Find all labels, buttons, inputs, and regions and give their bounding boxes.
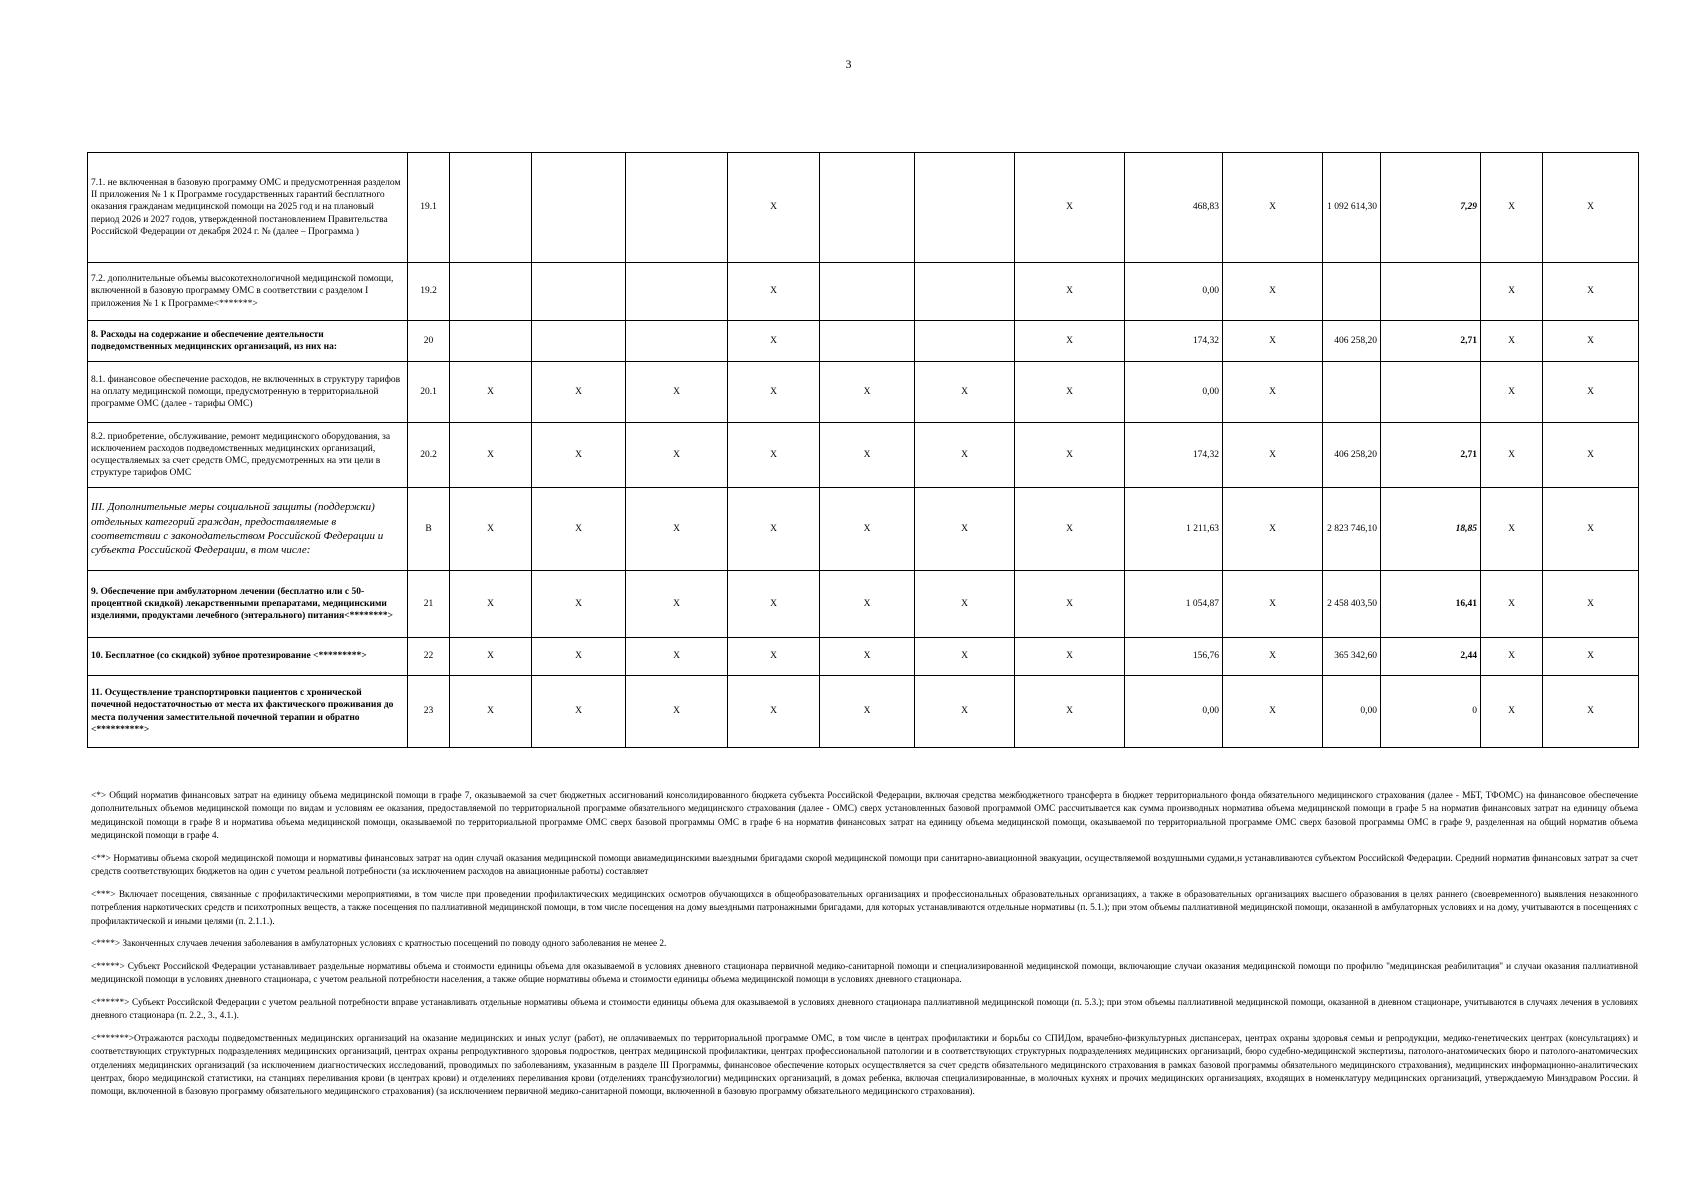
table-cell: 1 054,87 [1125,571,1223,638]
table-cell: X [1223,571,1323,638]
table-cell: 2 823 746,10 [1323,488,1381,571]
table-cell: X [1015,488,1125,571]
row-code: 23 [408,676,450,748]
table-cell: X [915,638,1015,676]
row-code: 22 [408,638,450,676]
table-cell [532,321,626,362]
table-cell: X [1015,263,1125,321]
table-cell: X [1481,321,1543,362]
table-cell: X [820,362,915,423]
table-cell: X [450,571,532,638]
table-cell: X [450,488,532,571]
table-cell: X [1481,362,1543,423]
row-code: 20 [408,321,450,362]
row-code: 20.1 [408,362,450,423]
table-cell: X [1015,423,1125,488]
table-cell: X [532,638,626,676]
table-cell: 2,71 [1381,321,1481,362]
table-cell: X [728,423,820,488]
table-cell: 406 258,20 [1323,423,1381,488]
row-code: 20.2 [408,423,450,488]
table-cell: X [1481,638,1543,676]
table-cell: X [626,488,728,571]
table-cell: 174,32 [1125,423,1223,488]
table-cell [1323,263,1381,321]
table-cell: X [1223,263,1323,321]
table-cell: X [1223,153,1323,263]
table-cell [820,263,915,321]
table-cell: 156,76 [1125,638,1223,676]
table-cell: 406 258,20 [1323,321,1381,362]
table-cell [1323,362,1381,423]
footnote: <*> Общий норматив финансовых затрат на единицу объема медицинской помощи в графе 7, оказываемой за счет бюджетных ассигнований консолидированного бюджета субъекта Российской Федерации, включая средства межбюджетного трансферта в бюджет территориального фонда обязательного медицинского страхования (далее - МБТ, ТФОМС) на финансовое обеспечение дополнительных объемов медицинской помощи по видам и условиям ее оказания, предоставляемой по территориальной программе обязательного медицинского страхования (далее - ОМС) сверх установленных базовой программой ОМС рассчитывается как сумма производных норматива объема медицинской помощи в графе 5 на норматив финансовых затрат на единицу объема медицинской помощи в графе 8 и норматива объема медицинской помощи, оказываемой по территориальной программе ОМС сверх базовой программы ОМС в графе 6 на норматив финансовых затрат на единицу объема медицинской помощи, оказываемой по территориальной программе ОМС сверх базовой программы ОМС в графе 9, разделенная на общий норматив объема медицинской помощи в графе 4. [91,791,1638,842]
table-cell [532,263,626,321]
table-cell: 18,85 [1381,488,1481,571]
table-cell: 0,00 [1125,676,1223,748]
table-cell: X [1223,321,1323,362]
table-cell: X [626,571,728,638]
table-cell [450,263,532,321]
table-row [88,362,1639,423]
row-label: 8.2. приобретение, обслуживание, ремонт медицинского оборудования, за исключением расходов подведомственных медицинских организаций, осуществляемых за счет средств ОМС, предусмотренных на эти цели в структуре тарифов ОМС [88,423,408,488]
row-label: 11. Осуществление транспортировки пациентов с хронической почечной недостаточностью от места их фактического проживания до места получения заместительной почечной терапии и обратно <**********> [88,676,408,748]
table-cell: X [532,362,626,423]
table-cell: X [1481,153,1543,263]
table-cell: X [450,423,532,488]
table-cell: 2 458 403,50 [1323,571,1381,638]
footnote: <******> Субъект Российской Федерации с учетом реальной потребности вправе устанавливать отдельные нормативы объема и стоимости единицы объема для оказываемой в условиях дневного стационара паллиативной медицинской помощи (п. 5.3.); при этом объемы паллиативной медицинской помощи, оказанной в дневном стационаре, учитываются в случаях лечения в условиях дневного стационара (п. 2.2., 3., 4.1.). [91,997,1638,1022]
row-code: 21 [408,571,450,638]
table-cell [915,321,1015,362]
row-code: 19.1 [408,153,450,263]
table-cell: X [1015,571,1125,638]
table-cell: X [450,362,532,423]
table-cell: X [1481,571,1543,638]
row-label: 8.1. финансовое обеспечение расходов, не включенных в структуру тарифов на оплату медицинской помощи, предусмотренную в территориальной программе ОМС (далее - тарифы ОМС) [88,362,408,423]
table-cell [450,321,532,362]
table-cell: 1 092 614,30 [1323,153,1381,263]
table-cell: X [915,423,1015,488]
footnote: <*****> Субъект Российской Федерации устанавливает раздельные нормативы объема и стоимости единицы объема для оказываемой в условиях дневного стационара первичной медико-санитарной помощи и специализированной медицинской помощи, включающие случаи оказания медицинской помощи по профилю "медицинская реабилитация" и случаи оказания паллиативной медицинской помощи в условиях дневного стационара, с учетом реальной потребности населения, а также общие нормативы объема и стоимости единицы объема медицинской помощи в условиях дневного стационара. [91,961,1638,986]
table-cell: X [1481,263,1543,321]
table-cell: 0,00 [1125,362,1223,423]
table-cell: X [1481,676,1543,748]
footnote: <****> Законченных случаев лечения заболевания в амбулаторных условиях с кратностью посещений по поводу одного заболевания не менее 2. [91,939,667,950]
norms-table-container [87,152,1639,748]
table-cell: X [1543,571,1639,638]
table-cell: X [820,488,915,571]
table-cell: X [1481,423,1543,488]
table-cell [915,263,1015,321]
table-cell: X [820,571,915,638]
table-cell: X [820,423,915,488]
table-cell: X [626,638,728,676]
table-cell: X [450,638,532,676]
table-cell: X [1015,676,1125,748]
table-cell: 2,44 [1381,638,1481,676]
table-cell: X [728,263,820,321]
table-cell: X [532,488,626,571]
table-cell: X [626,676,728,748]
row-label: 9. Обеспечение при амбулаторном лечении (бесплатно или с 50-процентной скидкой) лекарственными препаратами, медицинскими изделиями, продуктами лечебного (энтерального) питания<********> [88,571,408,638]
table-cell: 174,32 [1125,321,1223,362]
row-label: 10. Бесплатное (со скидкой) зубное протезирование <*********> [88,638,408,676]
table-row [88,263,1639,321]
table-cell: X [1543,676,1639,748]
table-cell [820,153,915,263]
table-cell: X [728,321,820,362]
table-row [88,638,1639,676]
table-cell: X [728,488,820,571]
row-label: 7.2. дополнительные объемы высокотехнологичной медицинской помощи, включенной в базовую программу ОМС в соответствии с разделом I приложения № 1 к Программе<*******> [88,263,408,321]
table-cell: X [532,676,626,748]
norms-table [87,152,1639,748]
table-cell: X [728,362,820,423]
table-cell [532,153,626,263]
table-cell [450,153,532,263]
table-cell: X [1543,638,1639,676]
table-cell: X [1223,638,1323,676]
footnote: <**> Нормативы объема скорой медицинской помощи и нормативы финансовых затрат на один случай оказания медицинской помощи авиамедицинскими выездными бригадами скорой медицинской помощи при санитарно-авиационной эвакуации, осуществляемой воздушными судами,н устанавливаются субъектом Российской Федерации. Средний норматив финансовых затрат за счет средств соответствующих бюджетов на один с учетом реальной потребности (за исключением расходов на авиационные работы) составляет [91,853,1638,878]
table-cell: 365 342,60 [1323,638,1381,676]
table-cell: X [1543,321,1639,362]
table-cell [626,263,728,321]
table-cell: X [1223,362,1323,423]
table-cell: X [1223,676,1323,748]
table-row [88,488,1639,571]
table-cell: 7,29 [1381,153,1481,263]
table-cell: X [728,153,820,263]
table-cell: X [1015,362,1125,423]
table-cell: 0 [1381,676,1481,748]
table-cell: X [1543,488,1639,571]
table-cell: X [1543,423,1639,488]
footnote: <***> Включает посещения, связанные с профилактическими мероприятиями, в том числе при проведении профилактических медицинских осмотров обучающихся в общеобразовательных организациях и профессиональных образовательных организациях, а также в образовательных организациях высшего образования в целях раннего (своевременного) выявления незаконного потребления наркотических средств и психотропных веществ, а также посещения по паллиативной медицинской помощи, в том числе посещения на дому выездными патронажными бригадами, для которых устанавливаются отдельные нормативы (п. 5.1.); при этом объемы паллиативной медицинской помощи, оказанной в амбулаторных условиях и на дому, учитываются в посещениях с профилактической и иными целями (п. 2.1.1.). [91,889,1638,927]
table-cell: X [450,676,532,748]
table-row [88,571,1639,638]
table-cell: X [728,638,820,676]
table-cell: X [1015,321,1125,362]
table-cell: X [915,676,1015,748]
table-row [88,423,1639,488]
table-cell: 0,00 [1125,263,1223,321]
table-cell: X [532,571,626,638]
table-cell [915,153,1015,263]
table-cell: X [1223,423,1323,488]
table-cell: 16,41 [1381,571,1481,638]
table-cell: X [1543,362,1639,423]
table-cell: 1 211,63 [1125,488,1223,571]
table-cell: 0,00 [1323,676,1381,748]
row-label: 8. Расходы на содержание и обеспечение деятельности подведомственных медицинских организаций, из них на: [88,321,408,362]
table-cell [626,153,728,263]
table-cell: 468,83 [1125,153,1223,263]
table-cell: X [1543,263,1639,321]
page-number: 3 [845,57,852,71]
table-cell: X [1481,488,1543,571]
table-cell [626,321,728,362]
table-cell [1381,263,1481,321]
footnotes [91,790,1638,1109]
table-cell: X [820,676,915,748]
footnote: <*******>Отражаются расходы подведомственных медицинских организаций на оказание медицинских и иных услуг (работ), не оплачиваемых по территориальной программе ОМС, в том числе в центрах профилактики и борьбы со СПИДом, врачебно-физкультурных диспансерах, центрах охраны здоровья семьи и репродукции, медико-генетических центрах (консультациях) и соответствующих структурных подразделениях медицинских организаций, центрах охраны репродуктивного здоровья подростков, центрах медицинской профилактики, центрах профессиональной патологии и в соответствующих структурных подразделениях медицинских организаций, бюро судебно-медицинской экспертизы, патолого-анатомических бюро и патолого-анатомических отделениях медицинских организаций (за исключением диагностических исследований, проводимых по заболеваниям, указанным в разделе III Программы, финансовое обеспечение которых осуществляется за счет средств обязательного медицинского страхования в рамках базовой программы обязательного медицинского страхования), медицинских информационно-аналитических центрах, бюро медицинской статистики, на станциях переливания крови (в центрах крови) и отделениях переливания крови (отделениях трансфузиологии) медицинских организаций, в домах ребенка, включая специализированные, в молочных кухнях и прочих медицинских организациях, входящих в номенклатуру медицинских организаций, утверждаемую Минздравом России. й помощи, включенной в базовую программу обязательного медицинского страхования) (за исключением первичной медико-санитарной помощи, включенной в базовую программу обязательного медицинского страхования). [91,1033,1638,1098]
table-row [88,321,1639,362]
table-cell [1381,362,1481,423]
row-code: 19.2 [408,263,450,321]
table-cell: X [1543,153,1639,263]
table-row [88,676,1639,748]
table-cell: X [728,676,820,748]
table-cell [820,321,915,362]
table-cell: X [1223,488,1323,571]
table-row [88,153,1639,263]
table-cell: X [1015,638,1125,676]
table-cell: X [728,571,820,638]
row-label: III. Дополнительные меры социальной защиты (поддержки) отдельных категорий граждан, предоставляемые в соответствии с законодательством Российской Федерации и субъекта Российской Федерации, в том числе: [88,488,408,571]
table-cell: X [915,571,1015,638]
table-cell: X [1015,153,1125,263]
table-cell: X [626,423,728,488]
table-cell: X [626,362,728,423]
table-cell: X [915,362,1015,423]
row-label: 7.1. не включенная в базовую программу ОМС и предусмотренная разделом II приложения № 1 к Программе государственных гарантий бесплатного оказания гражданам медицинской помощи на 2025 год и на плановый период 2026 и 2027 годов, утвержденной постановлением Правительства Российской Федерации от декабря 2024 г. № (далее – Программа ) [88,153,408,263]
table-cell: X [820,638,915,676]
table-cell: X [915,488,1015,571]
row-code: B [408,488,450,571]
table-cell: 2,71 [1381,423,1481,488]
table-cell: X [532,423,626,488]
